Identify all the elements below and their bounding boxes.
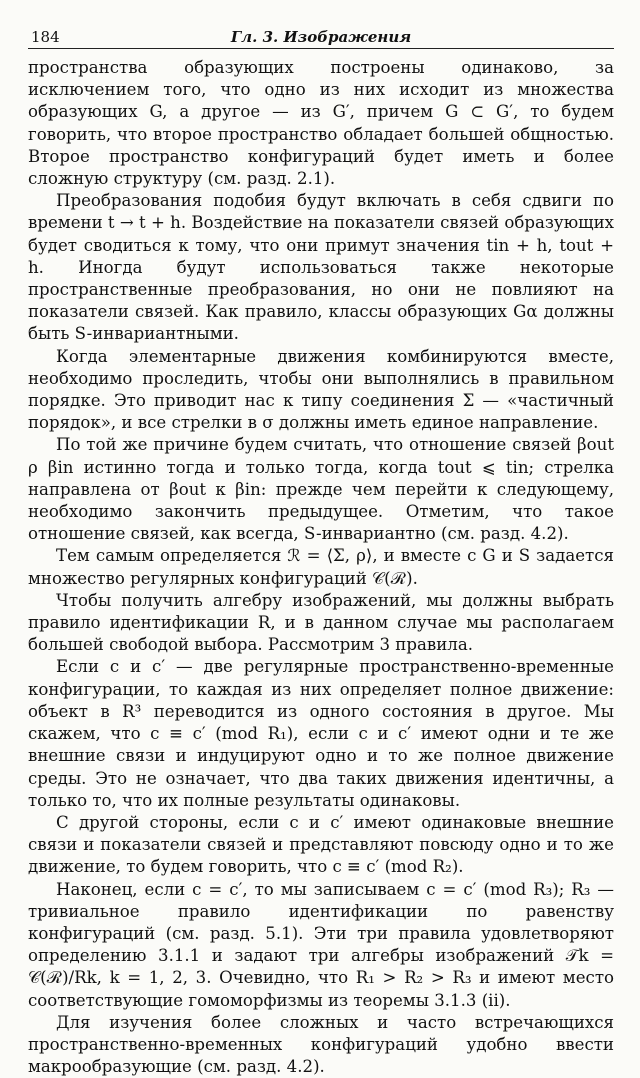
paragraph: По той же причине будем считать, что отношение связей βout ρ βin истинно тогда и только тогда, когда tout ⩽ tin; стрелка направлена от βout к βin: прежде чем перейти к следующему, необходимо закончить предыдущее. Отметим, что такое отношение связей, как всегда, S-инвариантно (см. разд. 4.2). (28, 435, 614, 544)
paragraph: Чтобы получить алгебру изображений, мы должны выбрать правило идентификации R, и в данном случае мы располагаем большей свободой выбора. Рассмотрим 3 правила. (28, 590, 614, 655)
paragraph: Тем самым определяется ℛ = ⟨Σ, ρ⟩, и вместе с G и S задается множество регулярных конфигураций 𝒞(ℛ). (28, 546, 614, 588)
page-number: 184 (31, 28, 60, 46)
paragraph: Для изучения более сложных и часто встречающихся пространственно-временных конфигураций удобно ввести макрообразующие (см. разд. 4.2). (28, 1012, 614, 1077)
paragraph: Когда элементарные движения комбинируются вместе, необходимо проследить, чтобы они выполнялись в правильном порядке. Это приводит нас к типу соединения Σ — «частичный порядок», и все стрелки в σ должны иметь единое направление. (28, 346, 614, 433)
running-header (28, 28, 614, 49)
paragraph: Если c и c′ — две регулярные пространственно-временные конфигурации, то каждая из них определяет полное движение: объект в R³ переводится из одного состояния в другое. Мы скажем, что c ≡ c′ (mod R₁), если c и c′ имеют одни и те же внешние связи и индуцируют одно и то же полное движение среды. Это не означает, что два таких движения идентичны, а только то, что их полные результаты одинаковы. (28, 657, 614, 810)
paragraph: С другой стороны, если c и c′ имеют одинаковые внешние связи и показатели связей и представляют повсюду одно и то же движение, то будем говорить, что c ≡ c′ (mod R₂). (28, 812, 614, 877)
paragraph: пространства образующих построены одинаково, за исключением того, что одно из них исходит из множества образующих G, а другое — из G′, причем G ⊂ G′, то будем говорить, что второе пространство обладает большей общностью. Второе пространство конфигураций будет иметь и более сложную структуру (см. разд. 2.1). (28, 58, 614, 189)
chapter-title: Гл. 3. Изображения (230, 28, 412, 46)
paragraph: Преобразования подобия будут включать в себя сдвиги по времени t → t + h. Воздействие на показатели связей образующих будет сводиться к тому, что они примут значения tin + h, tout + h. Иногда будут использоваться также некоторые пространственные преобразования, но они не повлияют на показатели связей. Как правило, классы образующих Gα должны быть S-инвариантными. (28, 191, 614, 344)
paragraph: Наконец, если c = c′, то мы записываем c = c′ (mod R₃); R₃ — тривиальное правило идентификации по равенству конфигураций (см. разд. 5.1). Эти три правила удовлетворяют определению 3.1.1 и задают три алгебры изображений 𝒯k = 𝒞(ℛ)/Rk, k = 1, 2, 3. Очевидно, что R₁ > R₂ > R₃ и имеют место соответствующие гомоморфизмы из теоремы 3.1.3 (ii). (28, 879, 614, 1010)
body-text (28, 57, 614, 1078)
